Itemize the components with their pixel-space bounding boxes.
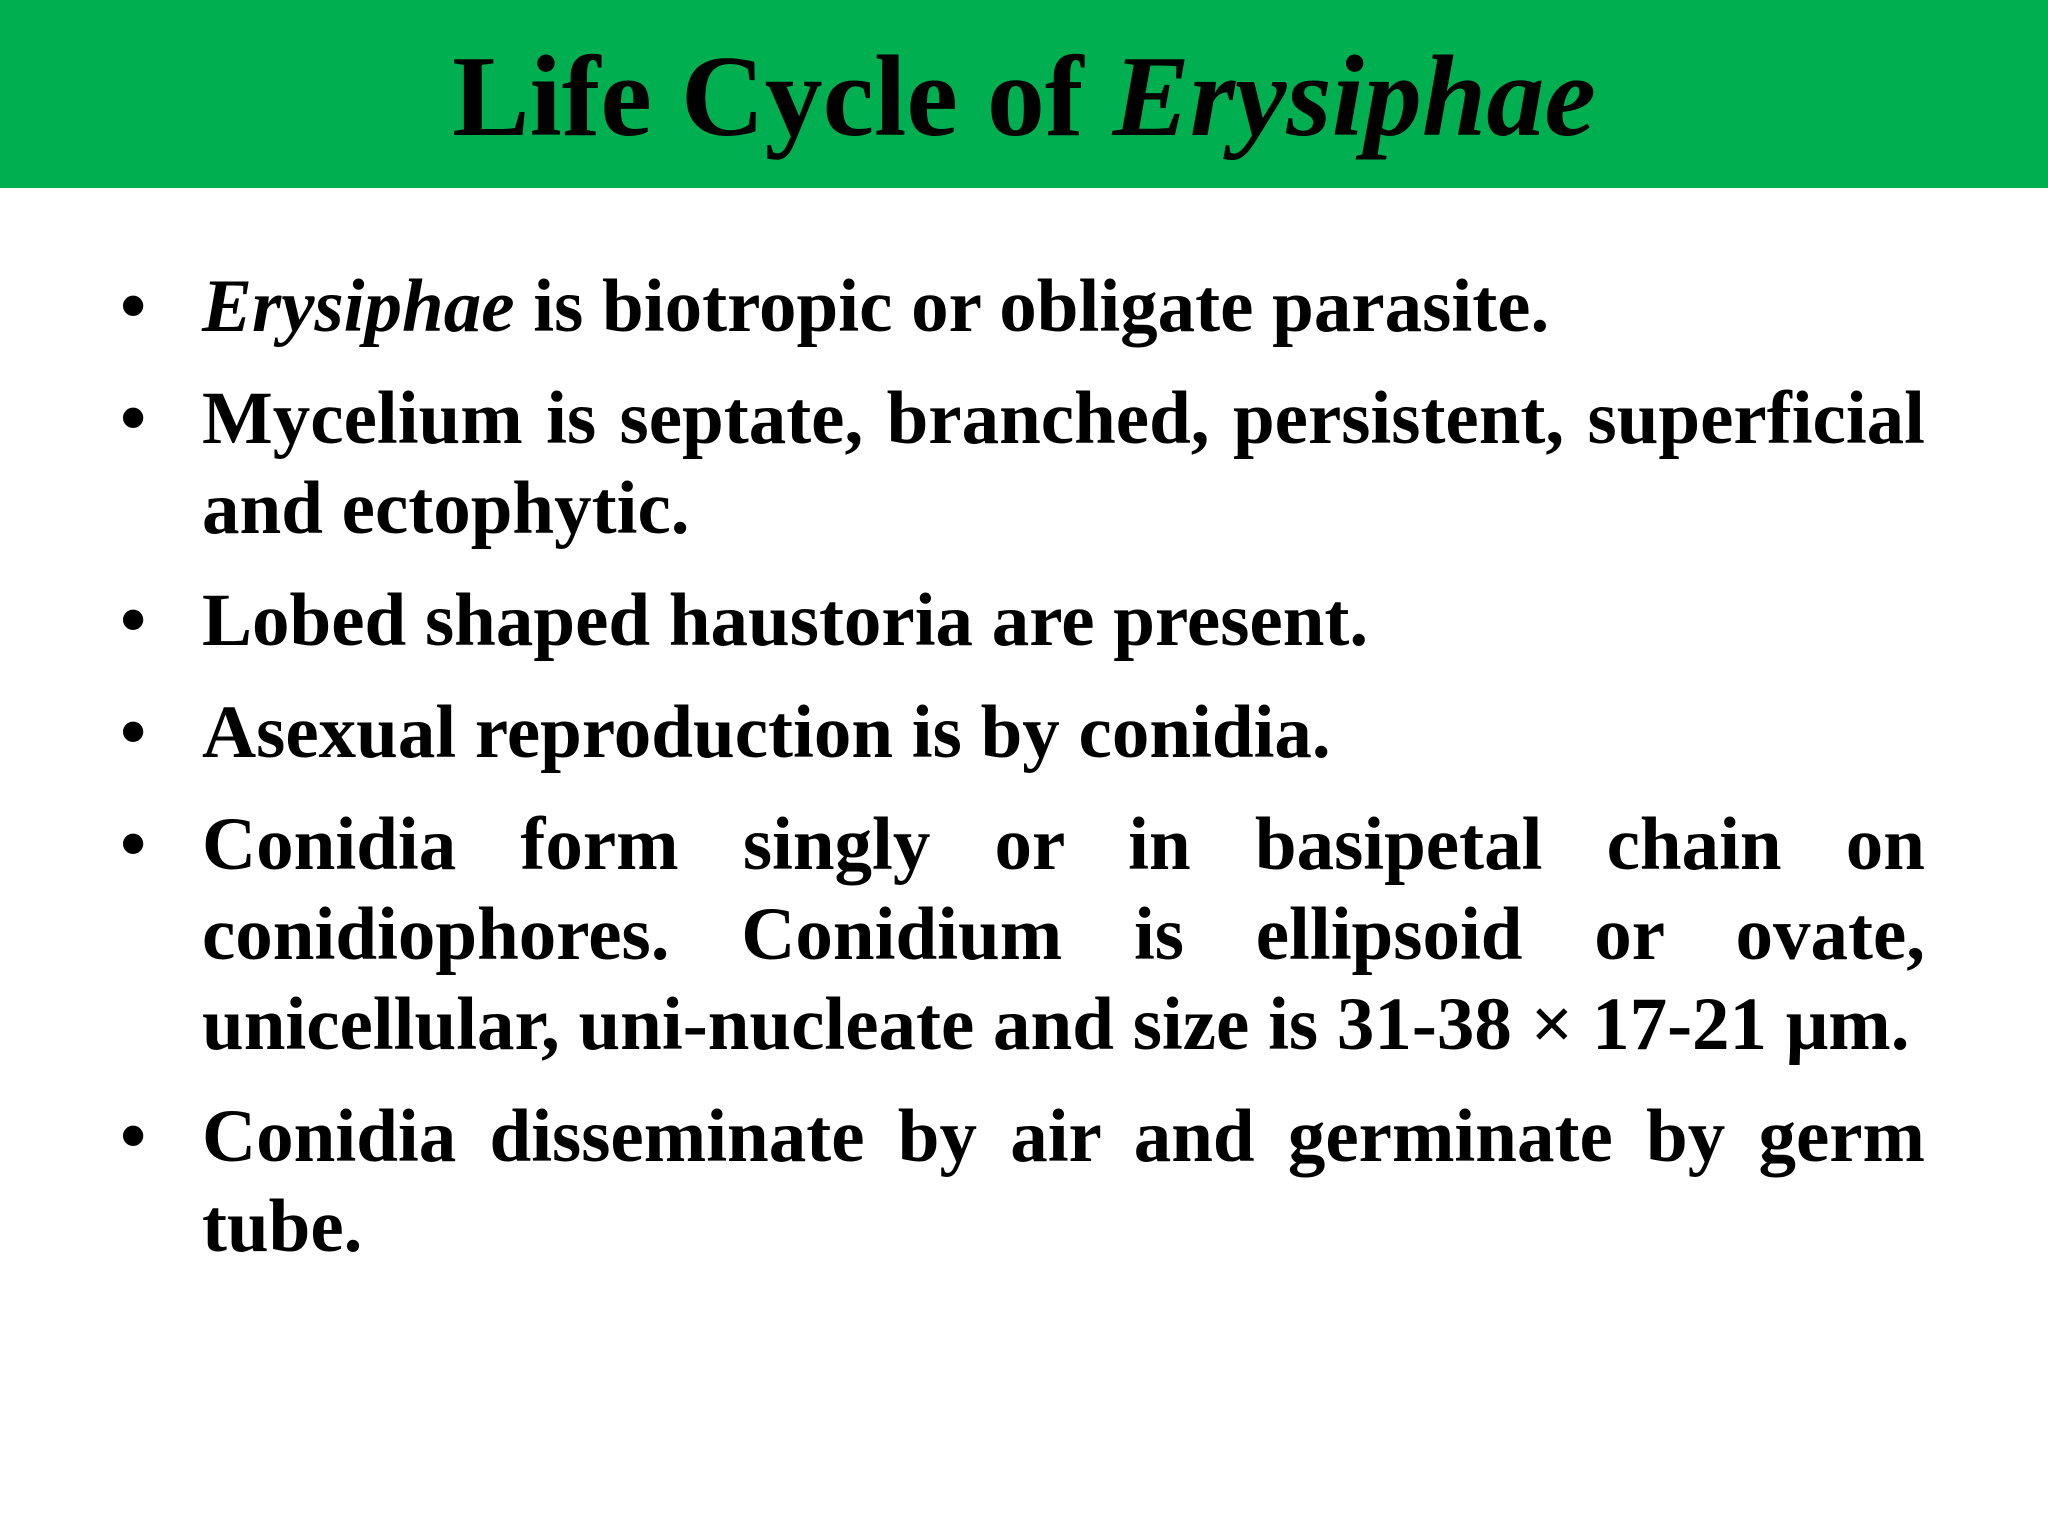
bullet-dot: • — [120, 265, 147, 348]
title-italic: Erysiphae — [1112, 33, 1596, 161]
bullet-item — [120, 800, 1925, 1070]
bullet-list — [120, 262, 1925, 1294]
bullet-italic-lead: Erysiphae — [202, 265, 515, 348]
bullet-text: Asexual reproduction is by conidia. — [202, 691, 1331, 774]
bullet-item — [120, 688, 1925, 778]
title-prefix: Life Cycle of — [452, 33, 1084, 161]
bullet-dot: • — [120, 803, 147, 886]
bullet-dot: • — [120, 579, 147, 662]
slide-title — [0, 32, 2048, 162]
bullet-text: is biotropic or obligate parasite. — [514, 265, 1550, 348]
bullet-item — [120, 1092, 1925, 1272]
bullet-item — [120, 576, 1925, 666]
bullet-dot: • — [120, 377, 147, 460]
bullet-text: Conidia form singly or in basipetal chain on conidiophores. Conidium is ellipsoid or ovate, unicellular, uni-nucleate and size is 31-38 × 17-21 μm. — [202, 803, 1925, 1066]
bullet-dot: • — [120, 691, 147, 774]
bullet-item — [120, 262, 1925, 352]
bullet-text: Lobed shaped haustoria are present. — [202, 579, 1369, 662]
bullet-text: Mycelium is septate, branched, persistent, superficial and ectophytic. — [202, 377, 1925, 550]
bullet-item — [120, 374, 1925, 554]
bullet-text: Conidia disseminate by air and germinate by germ tube. — [202, 1095, 1925, 1268]
bullet-dot: • — [120, 1095, 147, 1178]
